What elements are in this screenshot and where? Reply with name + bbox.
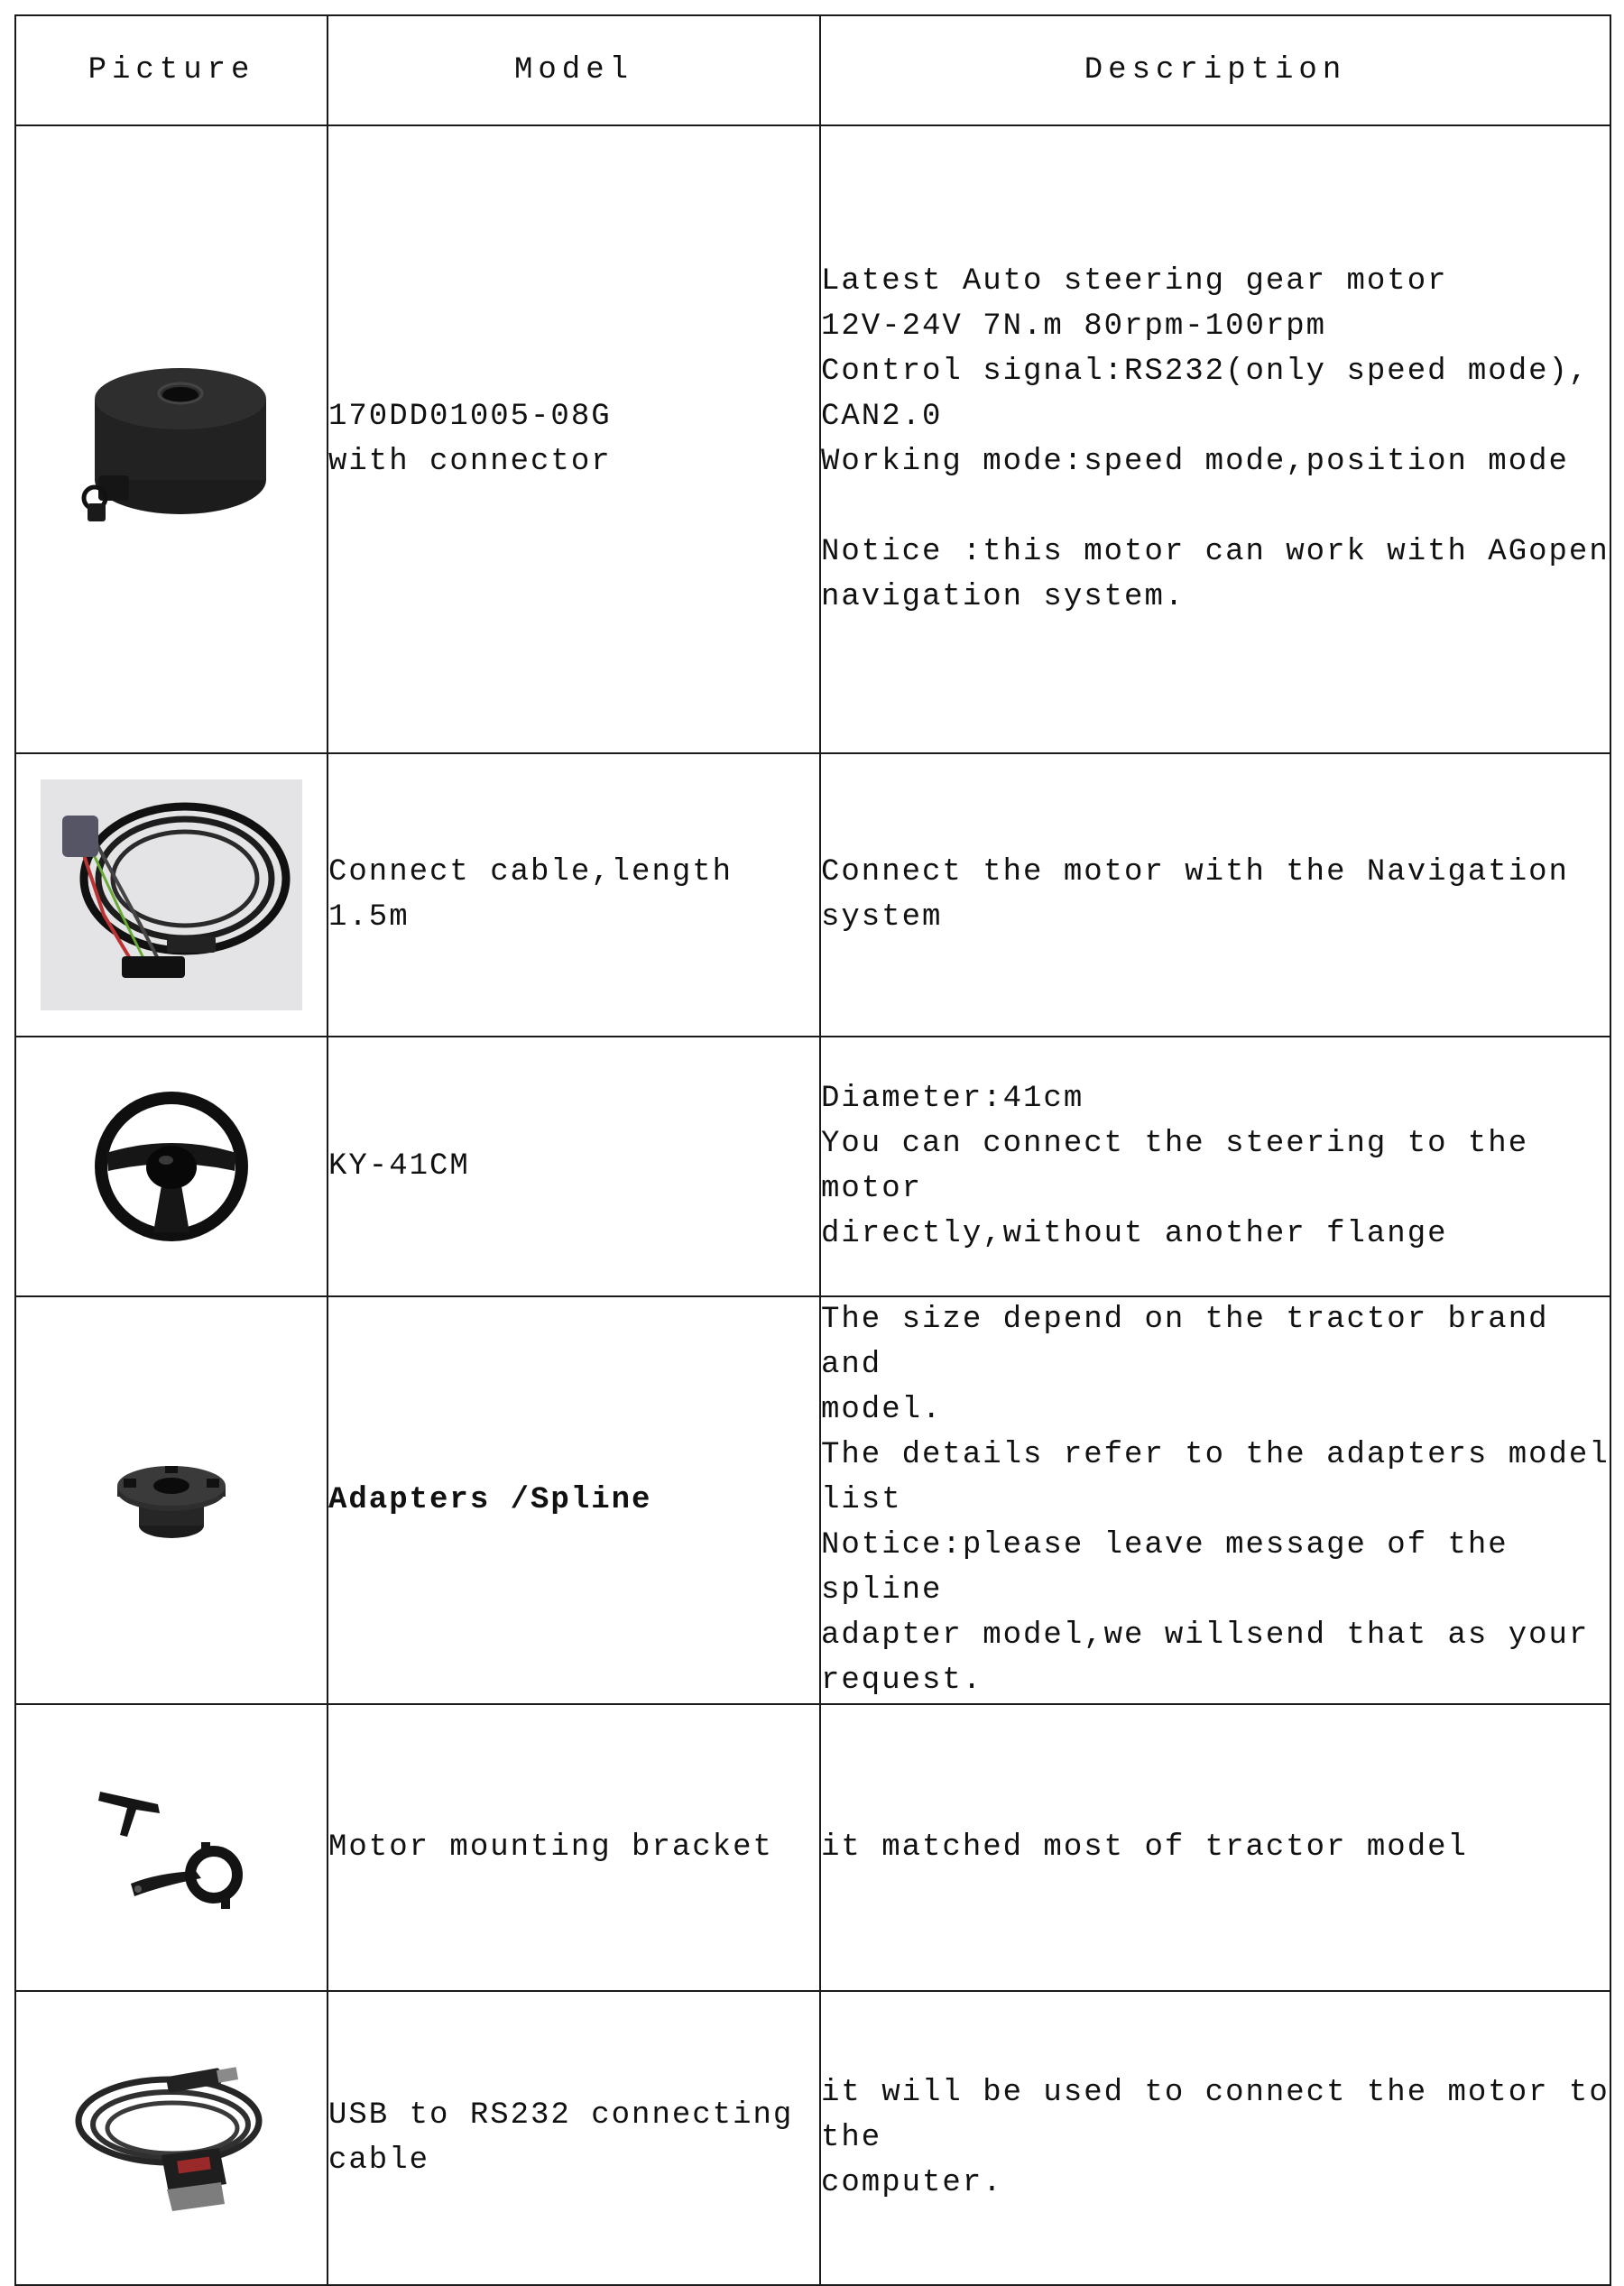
- picture-cell: [15, 753, 328, 1037]
- product-table: [14, 14, 1611, 2286]
- header-picture: Picture: [15, 15, 328, 125]
- gear-motor-icon: [68, 345, 275, 534]
- picture-cell: [15, 1991, 328, 2285]
- table-row: [15, 1296, 1610, 1704]
- description-cell: Latest Auto steering gear motor 12V-24V 7N.m 80rpm-100rpm Control signal:RS232(only speed mode), CAN2.0 Working mode:speed mode,position mode Notice :this motor can work with AGopen navigation system.: [820, 125, 1610, 753]
- description-cell: The size depend on the tractor brand and model. The details refer to the adapters model list Notice:please leave message of the spline adapter model,we willsend that as your request.: [820, 1296, 1610, 1704]
- cable-harness-icon: [41, 779, 302, 1010]
- model-cell: 170DD01005-08G with connector: [328, 125, 820, 753]
- model-cell: Adapters /Spline: [328, 1296, 820, 1704]
- description-cell: Connect the motor with the Navigation system: [820, 753, 1610, 1037]
- mounting-bracket-icon: [95, 1784, 248, 1911]
- spline-adapter-icon: [113, 1455, 230, 1545]
- description-cell: Diameter:41cm You can connect the steering to the motor directly,without another flange: [820, 1037, 1610, 1296]
- model-cell: KY-41CM: [328, 1037, 820, 1296]
- table-row: [15, 125, 1610, 753]
- picture-cell: [15, 1296, 328, 1704]
- description-cell: it will be used to connect the motor to the computer.: [820, 1991, 1610, 2285]
- table-row: [15, 753, 1610, 1037]
- steering-wheel-icon: [90, 1090, 253, 1243]
- model-cell: Motor mounting bracket: [328, 1704, 820, 1991]
- usb-rs232-cable-icon: [68, 2061, 275, 2215]
- table-row: [15, 1704, 1610, 1991]
- model-cell: Connect cable,length 1.5m: [328, 753, 820, 1037]
- header-description: Description: [820, 15, 1610, 125]
- table-row: [15, 1037, 1610, 1296]
- product-spec-sheet: [14, 14, 1610, 2200]
- table-header-row: [15, 15, 1610, 125]
- model-cell: USB to RS232 connecting cable: [328, 1991, 820, 2285]
- picture-cell: [15, 1704, 328, 1991]
- description-cell: it matched most of tractor model: [820, 1704, 1610, 1991]
- header-model: Model: [328, 15, 820, 125]
- picture-cell: [15, 125, 328, 753]
- picture-cell: [15, 1037, 328, 1296]
- table-row: [15, 1991, 1610, 2285]
